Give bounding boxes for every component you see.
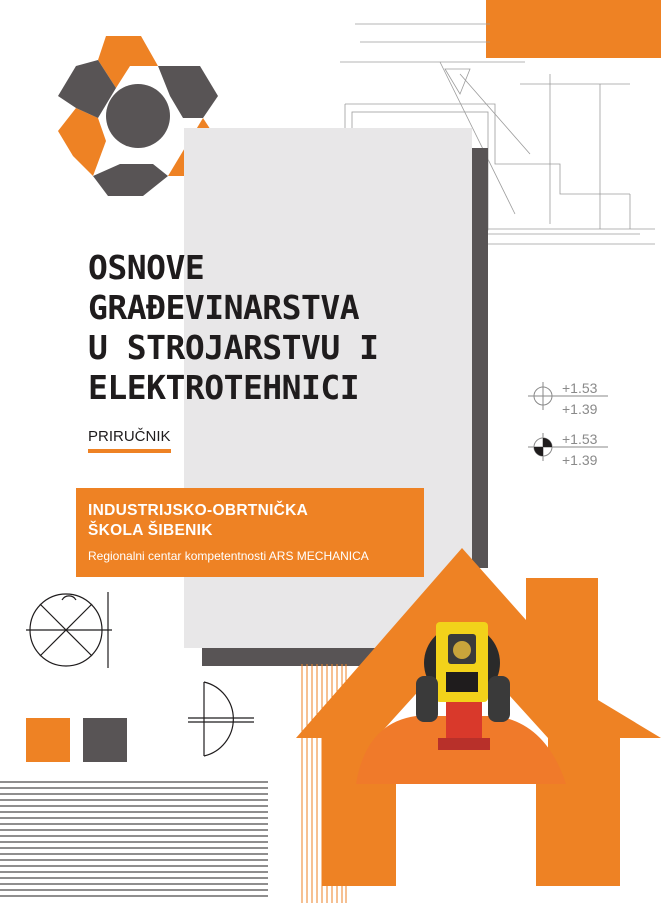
horizontal-stripes xyxy=(0,780,268,898)
cover-subtitle: PRIRUČNIK xyxy=(88,428,171,453)
cover-title xyxy=(88,248,379,408)
level-text: +1.39 xyxy=(562,401,598,417)
gray-square xyxy=(83,718,127,762)
half-circle-symbol xyxy=(186,678,256,760)
school-name-line: INDUSTRIJSKO-OBRTNIČKA xyxy=(88,502,309,519)
house-illustration xyxy=(296,548,661,903)
circle-cross-symbol xyxy=(22,590,116,670)
dark-bar-vertical xyxy=(472,148,488,568)
title-line: GRAĐEVINARSTVA xyxy=(88,288,360,327)
title-line: ELEKTROTEHNICI xyxy=(88,368,360,407)
level-text: +1.39 xyxy=(562,452,598,468)
school-name-line: ŠKOLA ŠIBENIK xyxy=(88,522,213,539)
level-markers xyxy=(526,376,616,472)
orange-square xyxy=(26,718,70,762)
title-line: U STROJARSTVU I xyxy=(88,328,379,367)
school-name xyxy=(88,501,412,541)
level-text: +1.53 xyxy=(562,380,598,396)
title-line: OSNOVE xyxy=(88,248,205,287)
level-text: +1.53 xyxy=(562,431,598,447)
school-center: Regionalni centar kompetentnosti ARS MECHANICA xyxy=(88,549,369,563)
